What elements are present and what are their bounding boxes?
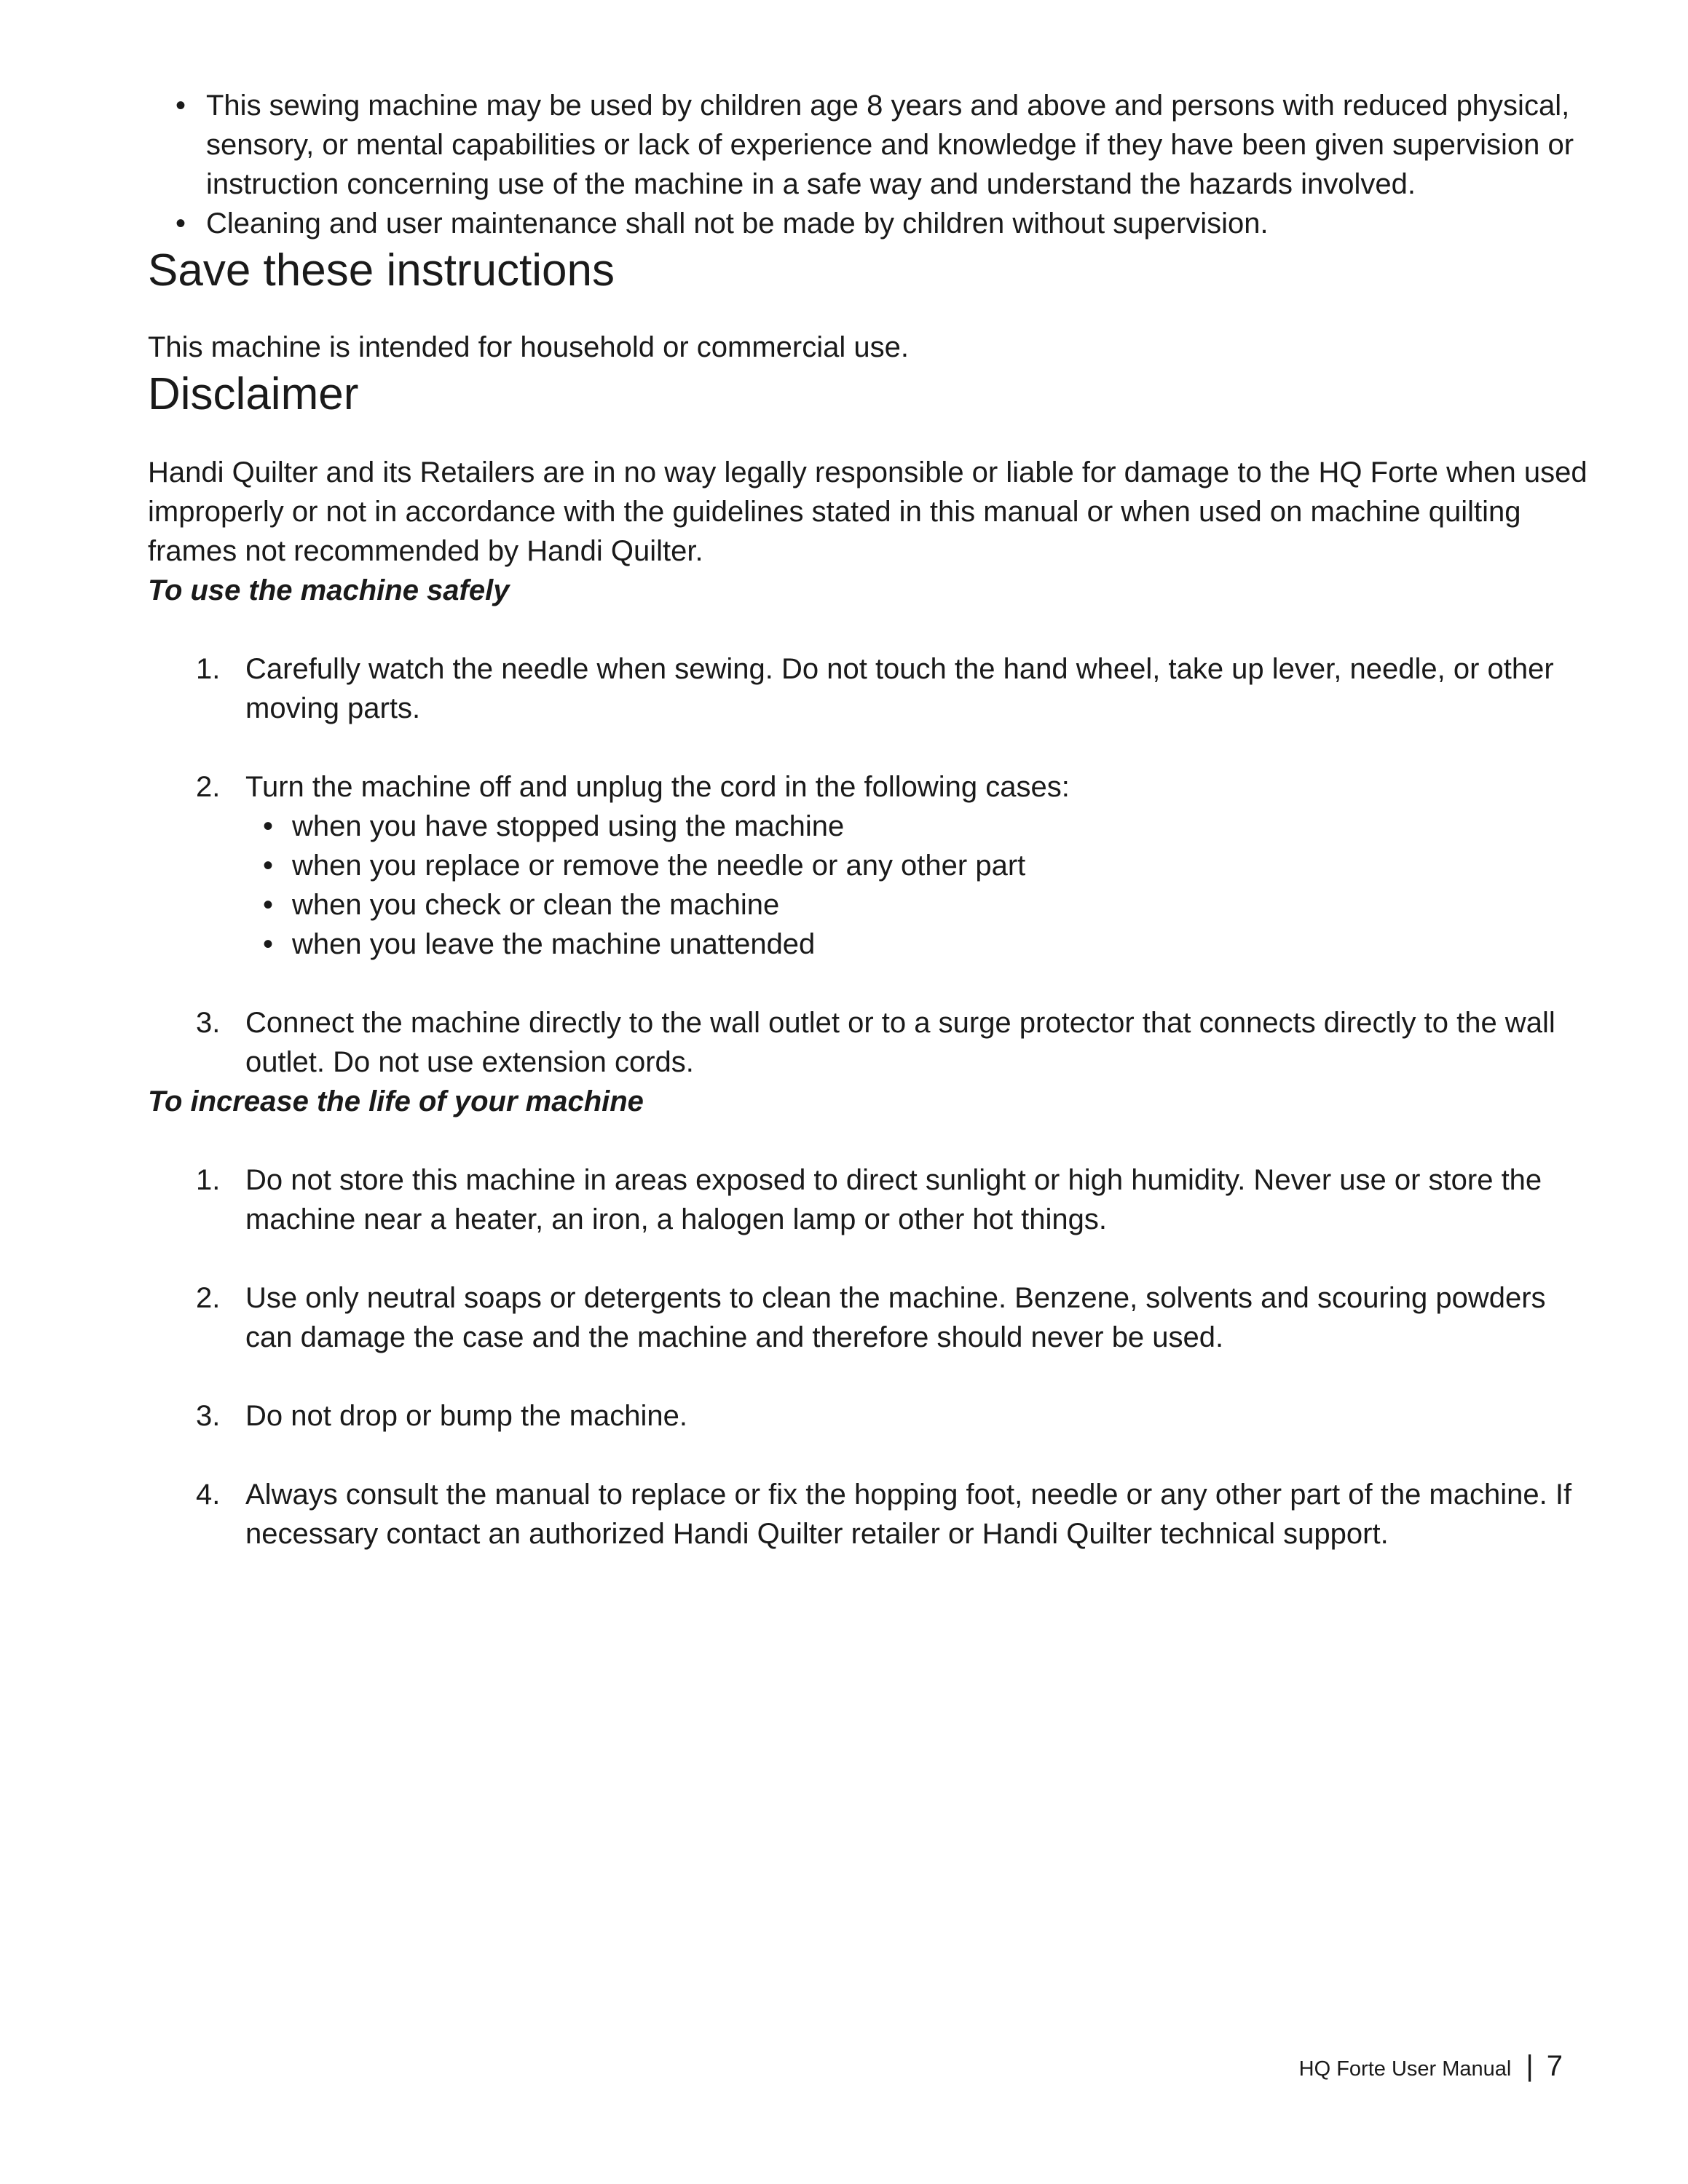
sub-bullet-text: when you replace or remove the needle or any other part — [292, 850, 1026, 882]
bullet-marker: • — [263, 810, 274, 842]
machine-life-heading: To increase the life of your machine — [148, 1085, 644, 1117]
disclaimer-paragraph: Handi Quilter and its Retailers are in no way legally responsible or liable for damage to the HQ Forte when used improperly or not in accordance with the guidelines stated in this manual or when used on machine quilting frames not recommended by Handi Quilter. — [148, 456, 1588, 567]
bullet-marker: • — [263, 928, 274, 960]
bullet-text: Cleaning and user maintenance shall not be made by children without supervision. — [206, 207, 1269, 240]
item-text: Use only neutral soaps or detergents to clean the machine. Benzene, solvents and scouring powders can damage the case and the machine and therefore should never be used. — [245, 1282, 1546, 1353]
item-number: 3. — [196, 1007, 221, 1039]
list-item — [263, 885, 1597, 925]
list-item — [263, 846, 1597, 885]
intended-use-paragraph: This machine is intended for household or commercial use. — [148, 331, 909, 363]
bullet-marker: • — [175, 207, 186, 240]
list-item — [148, 1475, 1597, 1554]
list-item — [263, 807, 1597, 846]
list-item — [148, 1396, 1597, 1436]
disclaimer-heading: Disclaimer — [148, 369, 359, 419]
footer-separator: | — [1526, 2050, 1534, 2082]
item-text: Connect the machine directly to the wall outlet or to a surge protector that connects directly to the wall outlet. Do not use extension cords. — [245, 1007, 1555, 1078]
list-item — [175, 204, 1597, 243]
page-footer — [1299, 2052, 1563, 2084]
item-number: 2. — [196, 771, 221, 803]
list-item — [148, 1160, 1597, 1239]
list-item — [148, 767, 1597, 964]
use-safely-heading: To use the machine safely — [148, 574, 510, 606]
sub-bullet-text: when you have stopped using the machine — [292, 810, 845, 842]
item-number: 3. — [196, 1400, 221, 1432]
item-text: Do not store this machine in areas exposed to direct sunlight or high humidity. Never use or store the machine near a heater, an iron, a halogen lamp or other hot things. — [245, 1164, 1542, 1235]
item-text: Always consult the manual to replace or fix the hopping foot, needle or any other part of the machine. If necessary contact an authorized Handi Quilter retailer or Handi Quilter technical support. — [245, 1479, 1572, 1550]
safety-bullet-list — [148, 86, 1597, 243]
sub-bullet-text: when you leave the machine unattended — [292, 928, 816, 960]
page-number: 7 — [1546, 2050, 1563, 2082]
item-text: Turn the machine off and unplug the cord in the following cases: — [245, 771, 1070, 803]
item-number: 1. — [196, 1164, 221, 1196]
save-instructions-heading: Save these instructions — [148, 245, 615, 296]
list-item — [148, 1278, 1597, 1357]
list-item — [148, 1003, 1597, 1082]
list-item — [148, 649, 1597, 728]
bullet-marker: • — [263, 850, 274, 882]
bullet-text: This sewing machine may be used by children age 8 years and above and persons with reduced physical, sensory, or mental capabilities or lack of experience and knowledge if they have been given supervision or instruction concerning use of the machine in a safe way and understand the hazards involved. — [206, 90, 1574, 200]
bullet-marker: • — [175, 90, 186, 122]
list-item — [263, 925, 1597, 964]
sub-bullet-text: when you check or clean the machine — [292, 889, 780, 921]
use-safely-list — [148, 649, 1597, 1082]
item-number: 2. — [196, 1282, 221, 1314]
item-text: Carefully watch the needle when sewing. Do not touch the hand wheel, take up lever, needle, or other moving parts. — [245, 653, 1554, 724]
item-number: 1. — [196, 653, 221, 685]
page-content — [148, 86, 1597, 1554]
list-item — [175, 86, 1597, 204]
manual-title: HQ Forte User Manual — [1298, 2057, 1512, 2081]
item-number: 4. — [196, 1479, 221, 1511]
machine-life-list — [148, 1160, 1597, 1554]
bullet-marker: • — [263, 889, 274, 921]
item-text: Do not drop or bump the machine. — [245, 1400, 688, 1432]
unplug-cases-list — [245, 807, 1597, 964]
